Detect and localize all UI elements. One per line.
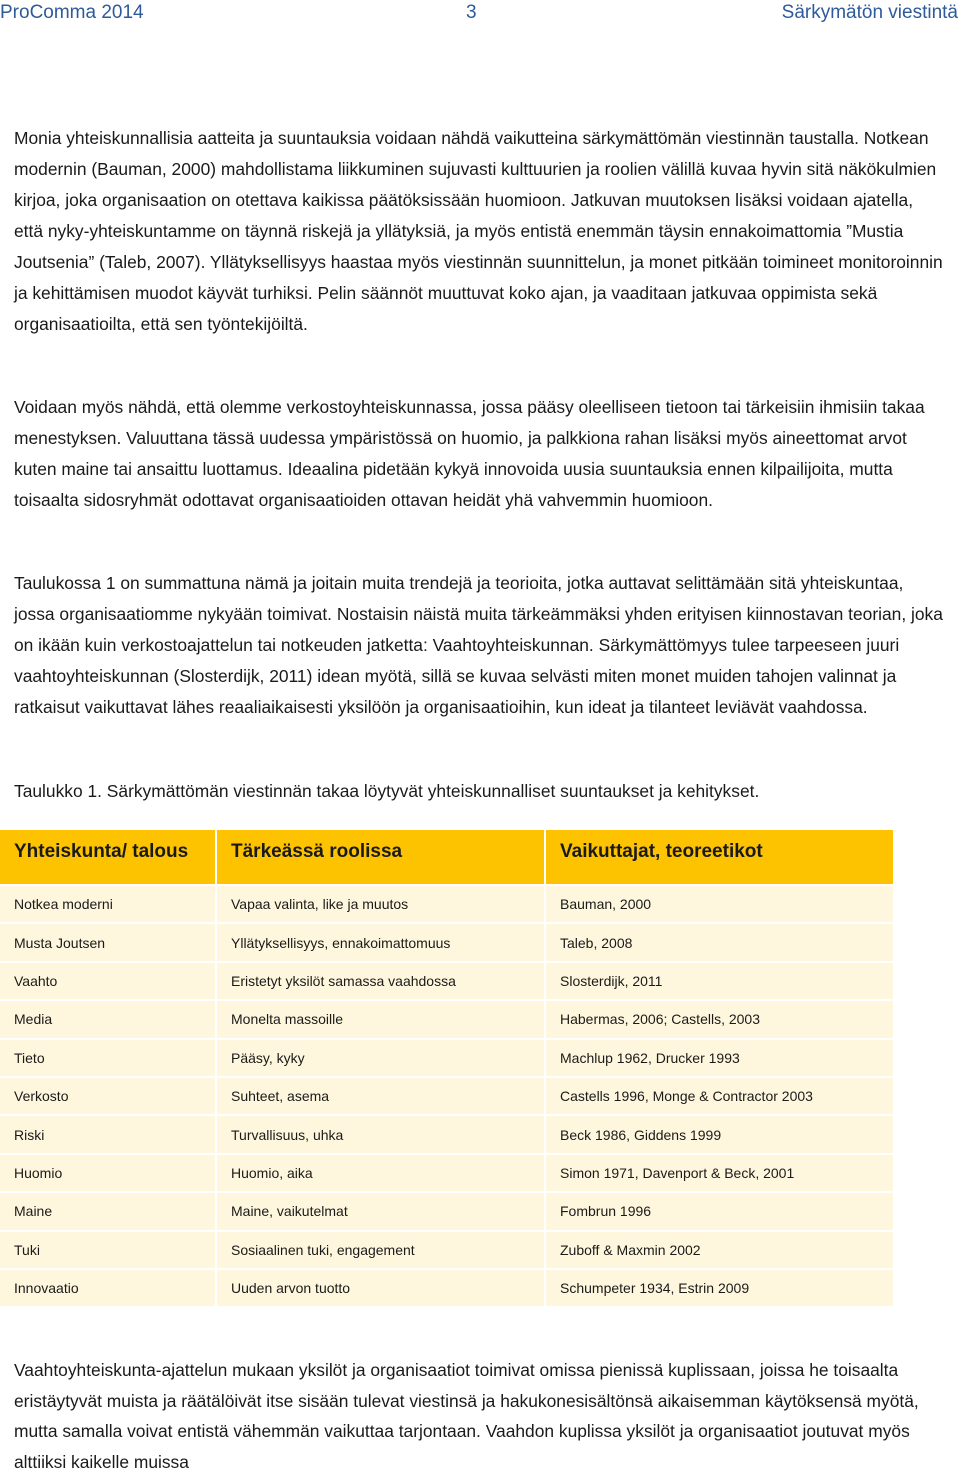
cell-role: Suhteet, asema (216, 1077, 545, 1115)
cell-theorists: Bauman, 2000 (545, 885, 893, 923)
table-row (0, 962, 893, 1000)
table-caption: Taulukko 1. Särkymättömän viestinnän takaa löytyvät yhteiskunnalliset suuntaukset ja kehitykset. (14, 781, 760, 801)
table-row (0, 923, 893, 961)
header-society-economy: Yhteiskunta/ talous (0, 830, 216, 885)
cell-theorists: Castells 1996, Monge & Contractor 2003 (545, 1077, 893, 1115)
paragraph-4: Vaahtoyhteiskunta-ajattelun mukaan yksilöt ja organisaatiot toimivat omissa pienissä kuplissaan, joissa he toisaalta eristäytyvät muista ja räätälöivät itse sisään tulevat viestinsä ja hakukonesisältönsä aikaisemman käytöksensä myötä, mutta samalla voivat entistä vähemmän vaikuttaa tarjontaan. Vaahdon kuplissa yksilöt ja organisaatiot joutuvat myös alttiiksi kaikelle muissa (14, 1360, 919, 1472)
cell-theorists: Beck 1986, Giddens 1999 (545, 1115, 893, 1153)
header-influencers-theorists: Vaikuttajat, teoreetikot (545, 830, 893, 885)
table-row (0, 1077, 893, 1115)
cell-theorists: Schumpeter 1934, Estrin 2009 (545, 1269, 893, 1306)
cell-theorists: Fombrun 1996 (545, 1192, 893, 1230)
cell-theorists: Machlup 1962, Drucker 1993 (545, 1039, 893, 1077)
table-row (0, 1000, 893, 1038)
trends-table (0, 830, 893, 1306)
cell-theorists: Habermas, 2006; Castells, 2003 (545, 1000, 893, 1038)
cell-role: Vapaa valinta, like ja muutos (216, 885, 545, 923)
page-header (0, 0, 960, 26)
cell-society: Huomio (0, 1154, 216, 1192)
table-row (0, 1154, 893, 1192)
header-important-role: Tärkeässä roolissa (216, 830, 545, 885)
table-row (0, 885, 893, 923)
cell-society: Verkosto (0, 1077, 216, 1115)
cell-role: Sosiaalinen tuki, engagement (216, 1231, 545, 1269)
paragraph-2: Voidaan myös nähdä, että olemme verkostoyhteiskunnassa, jossa pääsy oleelliseen tietoon tai tärkeisiin ihmisiin takaa menestyksen. Valuuttana tässä uudessa ympäristössä on huomio, ja palkkiona rahan lisäksi myös aineettomat arvot kuten maine tai ansaittu luottamus. Ideaalina pidetään kykyä innovoida uusia suuntauksia ennen kilpailijoita, mutta toisaalta sidosryhmät odottavat organisaatioiden ottavan heidät yhä vahvemmin huomioon. (14, 397, 925, 510)
table-row (0, 1192, 893, 1230)
cell-role: Yllätyksellisyys, ennakoimattomuus (216, 923, 545, 961)
cell-role: Monelta massoille (216, 1000, 545, 1038)
cell-role: Turvallisuus, uhka (216, 1115, 545, 1153)
cell-society: Notkea moderni (0, 885, 216, 923)
table-row (0, 1231, 893, 1269)
table-row (0, 1269, 893, 1306)
cell-role: Maine, vaikutelmat (216, 1192, 545, 1230)
cell-society: Vaahto (0, 962, 216, 1000)
cell-society: Maine (0, 1192, 216, 1230)
header-document-title: ProComma 2014 (0, 2, 144, 23)
header-page-number: 3 (466, 2, 477, 23)
cell-theorists: Slosterdijk, 2011 (545, 962, 893, 1000)
table-header-row (0, 830, 893, 885)
cell-theorists: Zuboff & Maxmin 2002 (545, 1231, 893, 1269)
table-row (0, 1039, 893, 1077)
cell-society: Riski (0, 1115, 216, 1153)
paragraph-3: Taulukossa 1 on summattuna nämä ja joitain muita trendejä ja teorioita, jotka auttavat selittämään sitä yhteiskuntaa, jossa organisaatiomme nykyään toimivat. Nostaisin näistä muita tärkeämmäksi yhden erityisen kiinnostavan teorian, joka on ikään kuin verkostoajattelun tai notkeuden jatketta: Vaahtoyhteiskunnan. Särkymättömyys tulee tarpeeseen juuri vaahtoyhteiskunnan (Slosterdijk, 2011) idean myötä, sillä se kuvaa selvästi miten monet muiden tahojen valinnat ja ratkaisut vaikuttavat lähes reaaliaikaisesti yksilöön ja organisaatioihin, kun ideat ja tilanteet leviävät vaahdossa. (14, 573, 943, 717)
cell-society: Tuki (0, 1231, 216, 1269)
paragraph-1: Monia yhteiskunnallisia aatteita ja suuntauksia voidaan nähdä vaikutteina särkymättömän viestinnän taustalla. Notkean modernin (Bauman, 2000) mahdollistama liikkuminen sujuvasti kulttuurien ja roolien välillä kuvaa hyvin sitä näkökulmien kirjoa, joka organisaation on otettava kaikissa päätöksissään huomioon. Jatkuvan muutoksen lisäksi voidaan ajatella, että nyky-yhteiskuntamme on täynnä riskejä ja yllätyksiä, ja myös entistä enemmän täysin ennakoimattomia ”Mustia Joutsenia” (Taleb, 2007). Yllätyksellisyys haastaa myös viestinnän suunnittelun, ja monet pitkään toimineet monitoroinnin ja kehittämisen muodot käyvät turhiksi. Pelin säännöt muuttuvat koko ajan, ja vaaditaan jatkuvaa oppimista sekä organisaatioilta, että sen työntekijöiltä. (14, 128, 943, 334)
cell-society: Tieto (0, 1039, 216, 1077)
cell-society: Innovaatio (0, 1269, 216, 1306)
cell-role: Huomio, aika (216, 1154, 545, 1192)
cell-role: Uuden arvon tuotto (216, 1269, 545, 1306)
cell-role: Eristetyt yksilöt samassa vaahdossa (216, 962, 545, 1000)
cell-society: Media (0, 1000, 216, 1038)
cell-role: Pääsy, kyky (216, 1039, 545, 1077)
cell-theorists: Simon 1971, Davenport & Beck, 2001 (545, 1154, 893, 1192)
header-section-title: Särkymätön viestintä (781, 2, 958, 23)
cell-theorists: Taleb, 2008 (545, 923, 893, 961)
cell-society: Musta Joutsen (0, 923, 216, 961)
table-row (0, 1115, 893, 1153)
